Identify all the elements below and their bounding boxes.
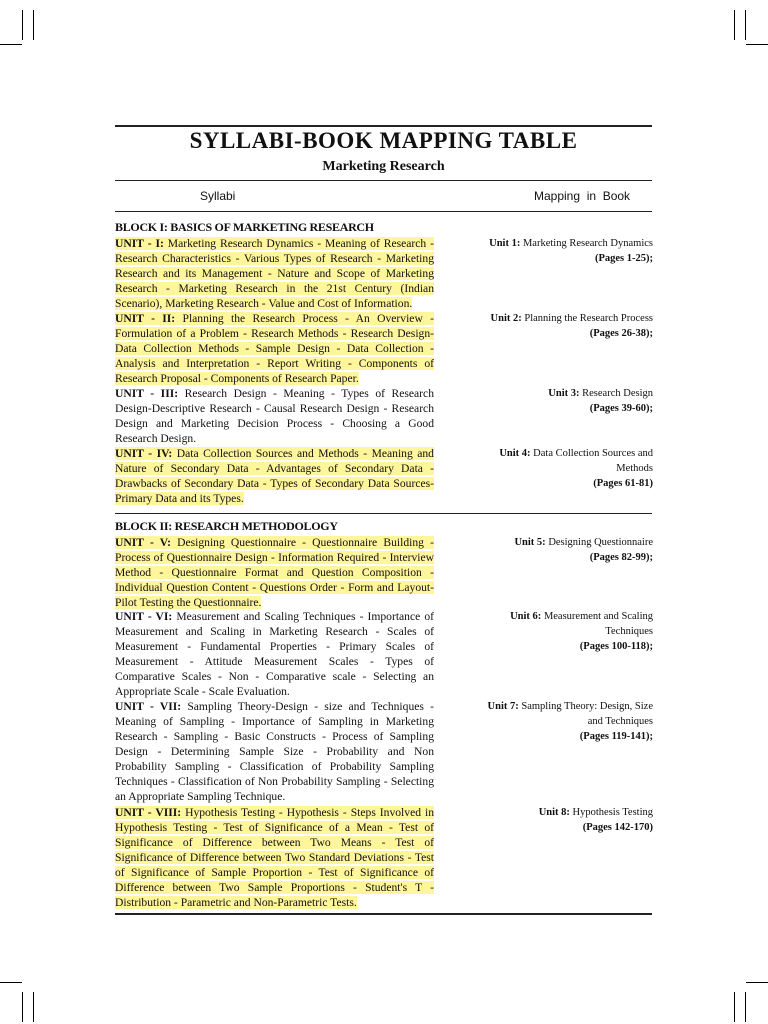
map-unit-title: Planning the Research Process (521, 313, 653, 324)
unit-mapping (470, 609, 653, 654)
unit-syllabus (115, 311, 434, 386)
page-title: SYLLABI-BOOK MAPPING TABLE (189, 128, 578, 153)
crop-mark (745, 10, 746, 40)
unit-syllabus (115, 609, 434, 699)
map-unit-pages: (Pages 142-170) (582, 822, 653, 833)
crop-mark (22, 10, 23, 40)
crop-mark (33, 992, 34, 1022)
unit-syllabus (115, 699, 434, 804)
unit-text: Designing Questionnaire - Questionnaire Building - Process of Questionnaire Design - Information Required - Interview Method - Questionnaire Format and Question Composition - Individual Question Content - Questions Order - Form and Layout- Pilot Testing the Questionnaire. (115, 536, 434, 609)
unit-text: Hypothesis Testing - Hypothesis - Steps Involved in Hypothesis Testing - Test of Significance of a Mean - Test of Significance of Difference between Two Means - Test of Significance of Difference between Two Standard Deviations - Test of Significance of Sample Proportion - Test of Significance of Difference between Two Sample Proportions - Student's T - Distribution - Parametric and Non-Parametric Tests. (115, 806, 434, 909)
unit-label: UNIT - V: (115, 536, 171, 549)
unit-label: UNIT - IV: (115, 447, 173, 460)
top-rule (115, 125, 652, 127)
unit-text: Planning the Research Process - An Overview - Formulation of a Problem - Research Methods - Research Design- Data Collection Methods - Sample Design - Data Collection - Analysis and Interpretation - Report Writing - Components of Research Proposal - Components of Research Paper. (115, 312, 434, 385)
unit-text: Measurement and Scaling Techniques - Importance of Measurement and Scaling in Marketing Research - Scales of Measurement - Fundamental Properties - Primary Scales of Measurement - Attitude Measurement Scales - Types of Comparative Scales - Non - Comparative scale - Selecting an Appropriate Scale - Scale Evaluation. (115, 610, 434, 698)
column-header-mapping: Mapping in Book (534, 189, 631, 203)
unit-mapping (470, 699, 653, 744)
crop-mark (745, 992, 746, 1022)
unit-text: Data Collection Sources and Methods - Meaning and Nature of Secondary Data - Advantages of Secondary Data - Drawbacks of Secondary Data - Types of Secondary Data Sources- Primary Data and its Types. (115, 447, 434, 505)
unit-label: UNIT - II: (115, 312, 176, 325)
unit-mapping (470, 311, 653, 341)
crop-mark (0, 44, 22, 45)
map-unit-pages: (Pages 100-118); (579, 641, 653, 652)
unit-text: Research Design - Meaning - Types of Research Design-Descriptive Research - Causal Research Design - Research Design and Marketing Decision Process - Choosing a Good Research Design. (115, 387, 434, 445)
unit-syllabus (115, 236, 434, 311)
header-rule (115, 180, 652, 181)
map-unit-label: Unit 4: (499, 448, 531, 459)
column-header-rule (115, 211, 652, 212)
unit-label: UNIT - I: (115, 237, 164, 250)
crop-mark (746, 982, 768, 983)
crop-mark (734, 992, 735, 1022)
map-unit-label: Unit 7: (487, 701, 519, 712)
unit-mapping (470, 236, 653, 266)
unit-label: UNIT - III: (115, 387, 179, 400)
map-unit-title: Hypothesis Testing (569, 807, 653, 818)
crop-mark (746, 44, 768, 45)
block-title: BLOCK II: RESEARCH METHODOLOGY (115, 519, 338, 533)
map-unit-label: Unit 5: (514, 537, 546, 548)
crop-mark (0, 982, 22, 983)
unit-mapping (470, 805, 653, 835)
map-unit-label: Unit 6: (510, 611, 542, 622)
map-unit-pages: (Pages 82-99); (589, 552, 653, 563)
unit-label: UNIT - VII: (115, 700, 182, 713)
map-unit-label: Unit 2: (490, 313, 522, 324)
map-unit-title: Marketing Research Dynamics (520, 238, 653, 249)
crop-mark (22, 992, 23, 1022)
map-unit-title: Designing Questionnaire (545, 537, 653, 548)
unit-syllabus (115, 535, 434, 610)
map-unit-pages: (Pages 1-25); (594, 253, 653, 264)
unit-mapping (470, 446, 653, 491)
unit-syllabus (115, 446, 434, 506)
unit-syllabus (115, 386, 434, 446)
map-unit-title: Measurement and Scaling Techniques (541, 611, 653, 637)
unit-syllabus (115, 805, 434, 910)
unit-mapping (470, 386, 653, 416)
page-subtitle: Marketing Research (322, 159, 445, 174)
map-unit-title: Research Design (579, 388, 653, 399)
map-unit-title: Data Collection Sources and Methods (530, 448, 653, 474)
map-unit-label: Unit 8: (538, 807, 570, 818)
map-unit-label: Unit 1: (489, 238, 521, 249)
unit-label: UNIT - VIII: (115, 806, 182, 819)
block-divider (115, 513, 652, 514)
unit-mapping (470, 535, 653, 565)
unit-label: UNIT - VI: (115, 610, 173, 623)
map-unit-pages: (Pages 26-38); (589, 328, 653, 339)
block-title: BLOCK I: BASICS OF MARKETING RESEARCH (115, 220, 374, 234)
bottom-rule (115, 913, 652, 915)
unit-text: Sampling Theory-Design - size and Techniques - Meaning of Sampling - Importance of Sampling in Marketing Research - Sampling - Basic Constructs - Process of Sampling Design - Determining Sample Size - Probability and Non Probability Sampling - Classification of Probability Sampling Techniques - Classification of Non Probability Sampling - Selecting an Appropriate Sampling Technique. (115, 700, 434, 803)
map-unit-pages: (Pages 119-141); (579, 731, 653, 742)
crop-mark (33, 10, 34, 40)
column-header-syllabi: Syllabi (200, 189, 236, 203)
map-unit-pages: (Pages 39-60); (589, 403, 653, 414)
map-unit-title: Sampling Theory: Design, Size and Techniques (518, 701, 653, 727)
unit-text: Marketing Research Dynamics - Meaning of Research - Research Characteristics - Various Types of Research - Marketing Research and its Management - Nature and Scope of Marketing Research - Marketing Research in the 21st Century (Indian Scenario), Marketing Research - Value and Cost of Information. (115, 237, 434, 310)
map-unit-label: Unit 3: (548, 388, 580, 399)
map-unit-pages: (Pages 61-81) (593, 478, 653, 489)
crop-mark (734, 10, 735, 40)
